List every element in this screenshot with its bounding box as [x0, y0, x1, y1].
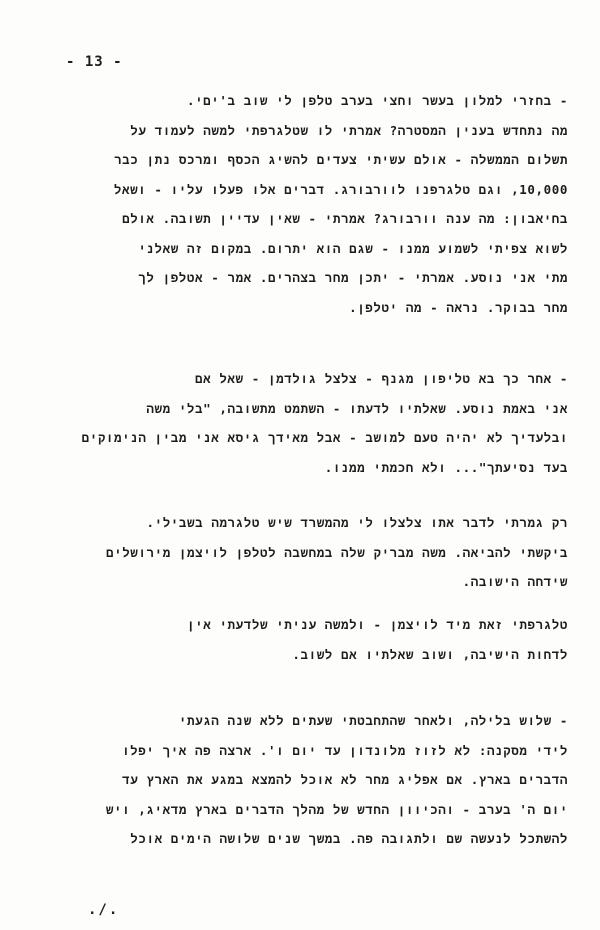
text-line: הדברים בארץ. אם אפליג מחר לא אוכל להמצא במגע את הארץ עד [122, 772, 568, 787]
text-line: מחר בבוקר. נראה - מה יטלפן. [349, 299, 568, 315]
text-line: שידחה הישובה. [462, 574, 568, 589]
text-line: לידי מסקנה: לא לזוז מלונדון עד יום ו'. ארצה פה איך יפלו [122, 742, 568, 758]
text-line: אני באמת נוסע. שאלתיו לדעתו - השתמט מתשובה, "בלי משה [146, 400, 568, 416]
text-line: לשוא צפיתי לשמוע ממנו - שגם הוא יתרום. במקום זה שאלני [138, 240, 568, 256]
continuation-mark: ./. [88, 902, 120, 918]
paragraph-3 [40, 508, 568, 597]
text-line: רק גמרתי לדבר אתו צלצלו לי מהמשרד שיש טלגרמה בשבילי. [146, 515, 568, 530]
text-line: - אחר כך בא טליפון מגנף - צלצל גולדמן - שאל אם [195, 371, 568, 386]
text-line: מתי אני נוסע. אמרתי - יתכן מחר בצהרים. אמר - אטלפן לך [138, 270, 568, 285]
text-line: לדחות הישיבה, ושוב שאלתיו אם לשוב. [292, 646, 568, 662]
paragraph-5 [40, 706, 568, 854]
paragraph-4 [40, 610, 568, 669]
text-line: יום ה' בערב - והכיוון החדש של מהלך הדברים בארץ מדאיג, ויש [105, 801, 568, 817]
text-line: בעד נסיעתך"... ולא חכמתי ממנו. [324, 459, 568, 475]
text-line: - שלוש בלילה, ולאחר שהתחבטתי שעתים ללא שנה הגעתי [178, 713, 568, 728]
text-line: בחיאבון: מה ענה וורבורג? אמרתי - שאין עדיין תשובה. אולם [122, 211, 568, 226]
text-line: להשתכל לנעשה שם ולתגובה פה. במשך שנים שלושה הימים אוכל [130, 831, 568, 846]
paragraph-1 [40, 86, 568, 322]
text-line: מה נתחדש בענין המסטרה? אמרתי לו שטלגרפתי למשה לעמוד על [130, 122, 568, 138]
text-line: ביקשתי להביאה. משה מבריק שלה במחשבה לטלפן לויצמן מירושלים [106, 544, 568, 560]
text-line: טלגרפתי זאת מיד לויצמן - ולמשה עניתי שלדעתי אין [187, 617, 568, 632]
text-line: - בחזרי למלון בעשר וחצי בערב טלפן לי שוב ב'יםי. [186, 93, 568, 108]
text-line: 10,000, וגם טלגרפנו לוורבורג. דברים אלו פעלו עליו - ושאל [113, 181, 568, 197]
text-line: תשלום הממשלה - אולם עשיתי צעדים להשיג הכסף ומרכס נתן כבר [114, 152, 568, 167]
text-line: ובלעדיך לא יהיה טעם למושב - אבל מאידך גיסא אני מבין הנימוקים [81, 430, 568, 445]
page-number: - 13 - [66, 54, 123, 70]
paragraph-2 [40, 364, 568, 482]
